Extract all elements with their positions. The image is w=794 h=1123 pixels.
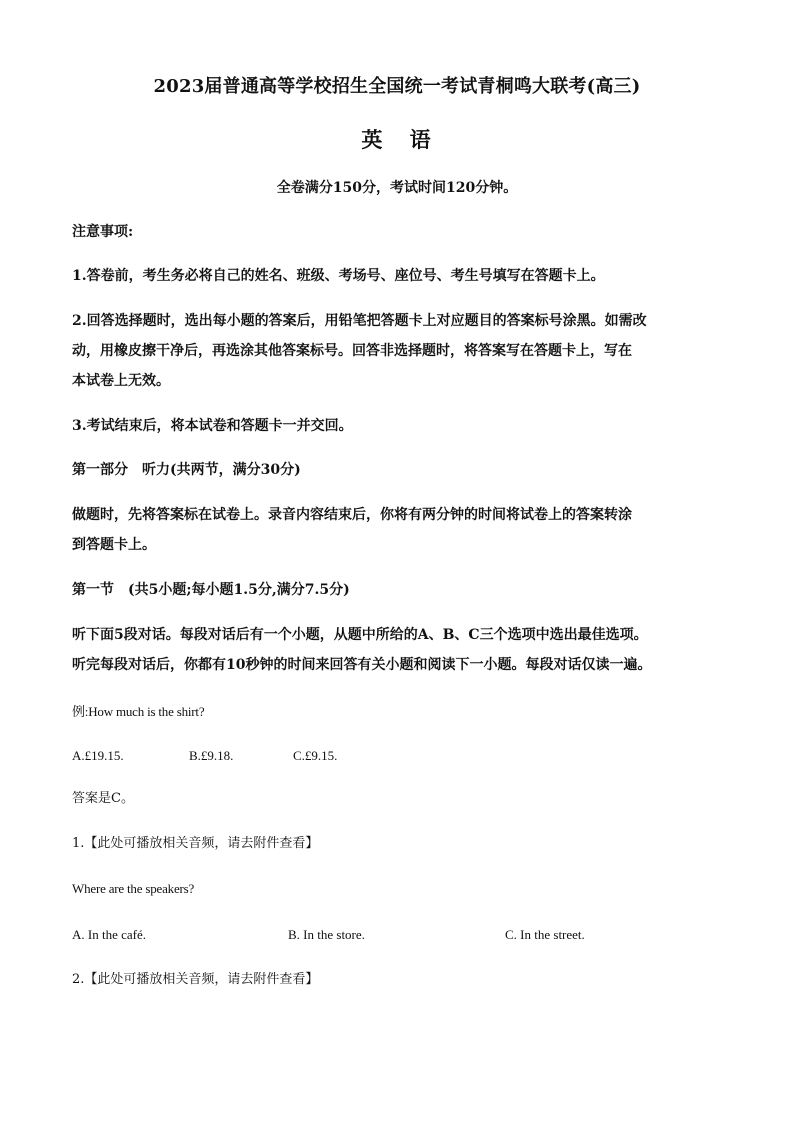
part1-instruction-line-2: 到答题卡上。 — [72, 537, 156, 553]
example-answer: 答案是C。 — [72, 791, 134, 806]
question-1-option-a: A. In the café. — [72, 927, 146, 942]
example-option-b: B.£9.18. — [189, 748, 234, 763]
notice-item-2-line-2: 动，用橡皮擦干净后，再选涂其他答案标号。回答非选择题时，将答案写在答题卡上，写在 — [72, 343, 632, 359]
example-option-c: C.£9.15. — [293, 748, 338, 763]
section1-instruction-line-2: 听完每段对话后，你都有10秒钟的时间来回答有关小题和阅读下一小题。每段对话仅读一遍。 — [72, 657, 652, 673]
part1-instruction-line-1: 做题时，先将答案标在试卷上。录音内容结束后，你将有两分钟的时间将试卷上的答案转涂 — [72, 507, 632, 523]
question-1-text: Where are the speakers? — [72, 881, 195, 896]
question-1-audio-label: 1.【此处可播放相关音频，请去附件查看】 — [72, 836, 319, 851]
question-1-option-b: B. In the store. — [288, 927, 365, 942]
section1-instruction-line-1: 听下面5段对话。每段对话后有一个小题，从题中所给的A、B、C三个选项中选出最佳选项。 — [72, 627, 648, 643]
example-option-a: A.£19.15. — [72, 748, 124, 763]
section1-heading: 第一节 (共5小题;每小题1.5分,满分7.5分) — [72, 582, 350, 598]
exam-title: 2023届普通高等学校招生全国统一考试青桐鸣大联考(高三) — [153, 76, 641, 97]
notice-item-2-line-3: 本试卷上无效。 — [72, 373, 170, 389]
example-question: 例:How much is the shirt? — [72, 704, 205, 719]
subject-heading: 英 语 — [361, 127, 441, 152]
score-time-line: 全卷满分150分，考试时间120分钟。 — [276, 180, 518, 196]
notice-item-1: 1.答卷前，考生务必将自己的姓名、班级、考场号、座位号、考生号填写在答题卡上。 — [72, 268, 605, 284]
question-1-option-c: C. In the street. — [505, 927, 585, 942]
part1-heading: 第一部分 听力(共两节，满分30分) — [72, 462, 301, 478]
question-2-audio-label: 2.【此处可播放相关音频，请去附件查看】 — [72, 972, 319, 987]
notice-heading: 注意事项: — [72, 224, 134, 240]
notice-item-2-line-1: 2.回答选择题时，选出每小题的答案后，用铅笔把答题卡上对应题目的答案标号涂黑。如需改 — [72, 313, 647, 329]
notice-item-3: 3.考试结束后，将本试卷和答题卡一并交回。 — [72, 418, 353, 434]
